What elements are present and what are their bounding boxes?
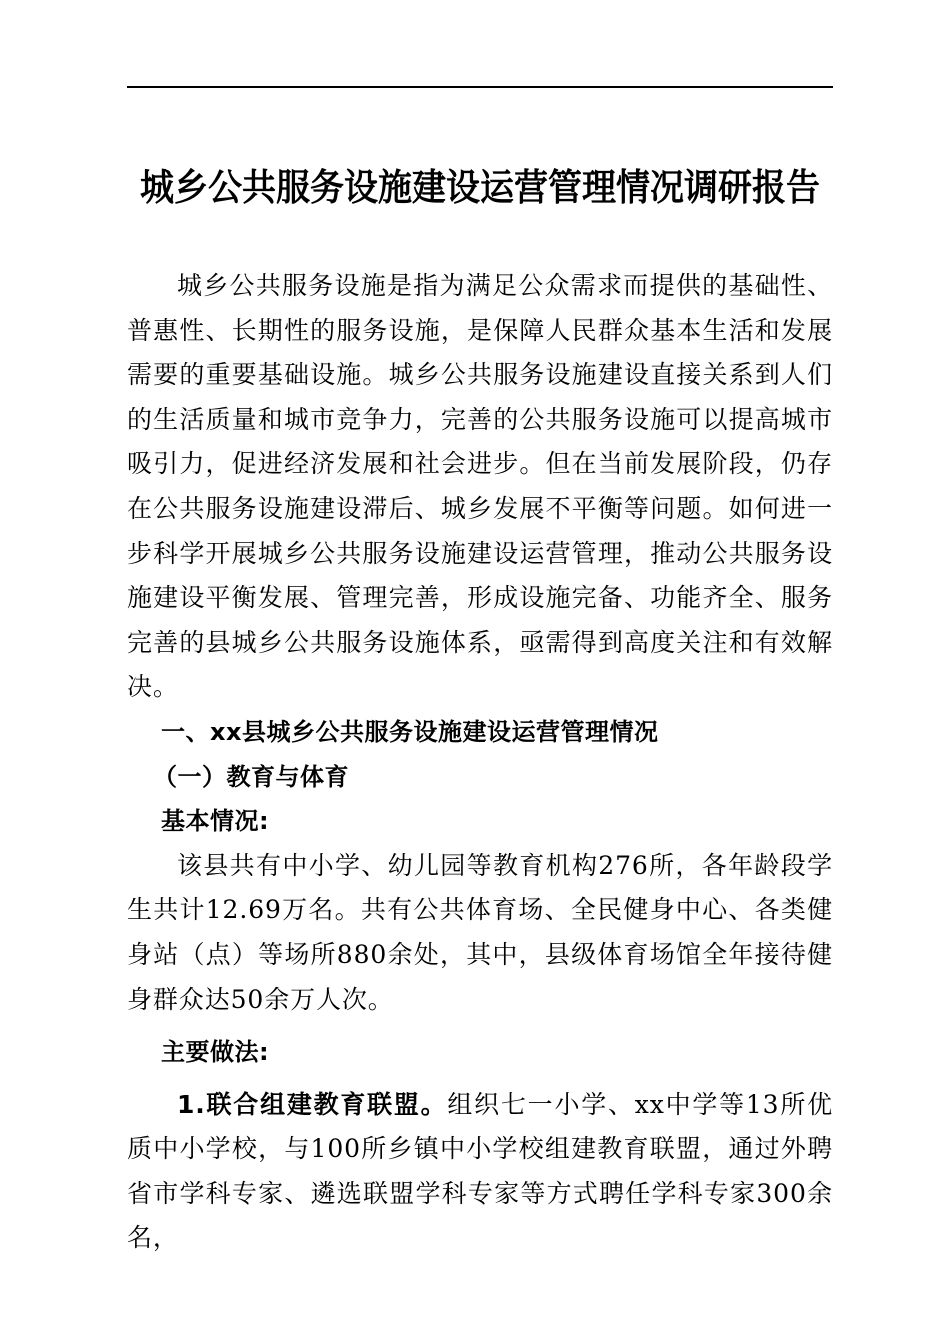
subsection-heading: （一）教育与体育 — [153, 762, 349, 791]
basic-situation-paragraph: 该县共有中小学、幼儿园等教育机构276所，各年龄段学生共计12.69万名。共有公共体育场、全民健身中心、各类健身站（点）等场所880余处，其中，县级体育场馆全年接待健身群众达50余万人次。 — [127, 850, 833, 1014]
section-heading: 一、xx县城乡公共服务设施建设运营管理情况 — [161, 717, 659, 746]
header-rule — [127, 86, 833, 88]
intro-paragraph: 城乡公共服务设施是指为满足公众需求而提供的基础性、普惠性、长期性的服务设施，是保障人民群众基本生活和发展需要的重要基础设施。城乡公共服务设施建设直接关系到人们的生活质量和城市竞争力，完善的公共服务设施可以提高城市吸引力，促进经济发展和社会进步。但在当前发展阶段，仍存在公共服务设施建设滞后、城乡发展不平衡等问题。如何进一步科学开展城乡公共服务设施建设运营管理，推动公共服务设施建设平衡发展、管理完善，形成设施完备、功能齐全、服务完善的县城乡公共服务设施体系，亟需得到高度关注和有效解决。 — [127, 271, 833, 702]
practice-item-lead: 1.联合组建教育联盟。 — [177, 1089, 448, 1119]
basic-situation-label: 基本情况: — [161, 807, 270, 836]
document-body — [127, 264, 833, 1261]
document-title: 城乡公共服务设施建设运营管理情况调研报告 — [140, 166, 820, 210]
practice-item-text: 组织七一小学、xx中学等13所优质中小学校，与100所乡镇中小学校组建教育联盟，通过外聘省市学科专家、遴选联盟学科专家等方式聘任学科专家300余名， — [127, 1089, 833, 1253]
practice-item — [127, 1083, 833, 1261]
main-practices-label: 主要做法: — [161, 1038, 270, 1067]
